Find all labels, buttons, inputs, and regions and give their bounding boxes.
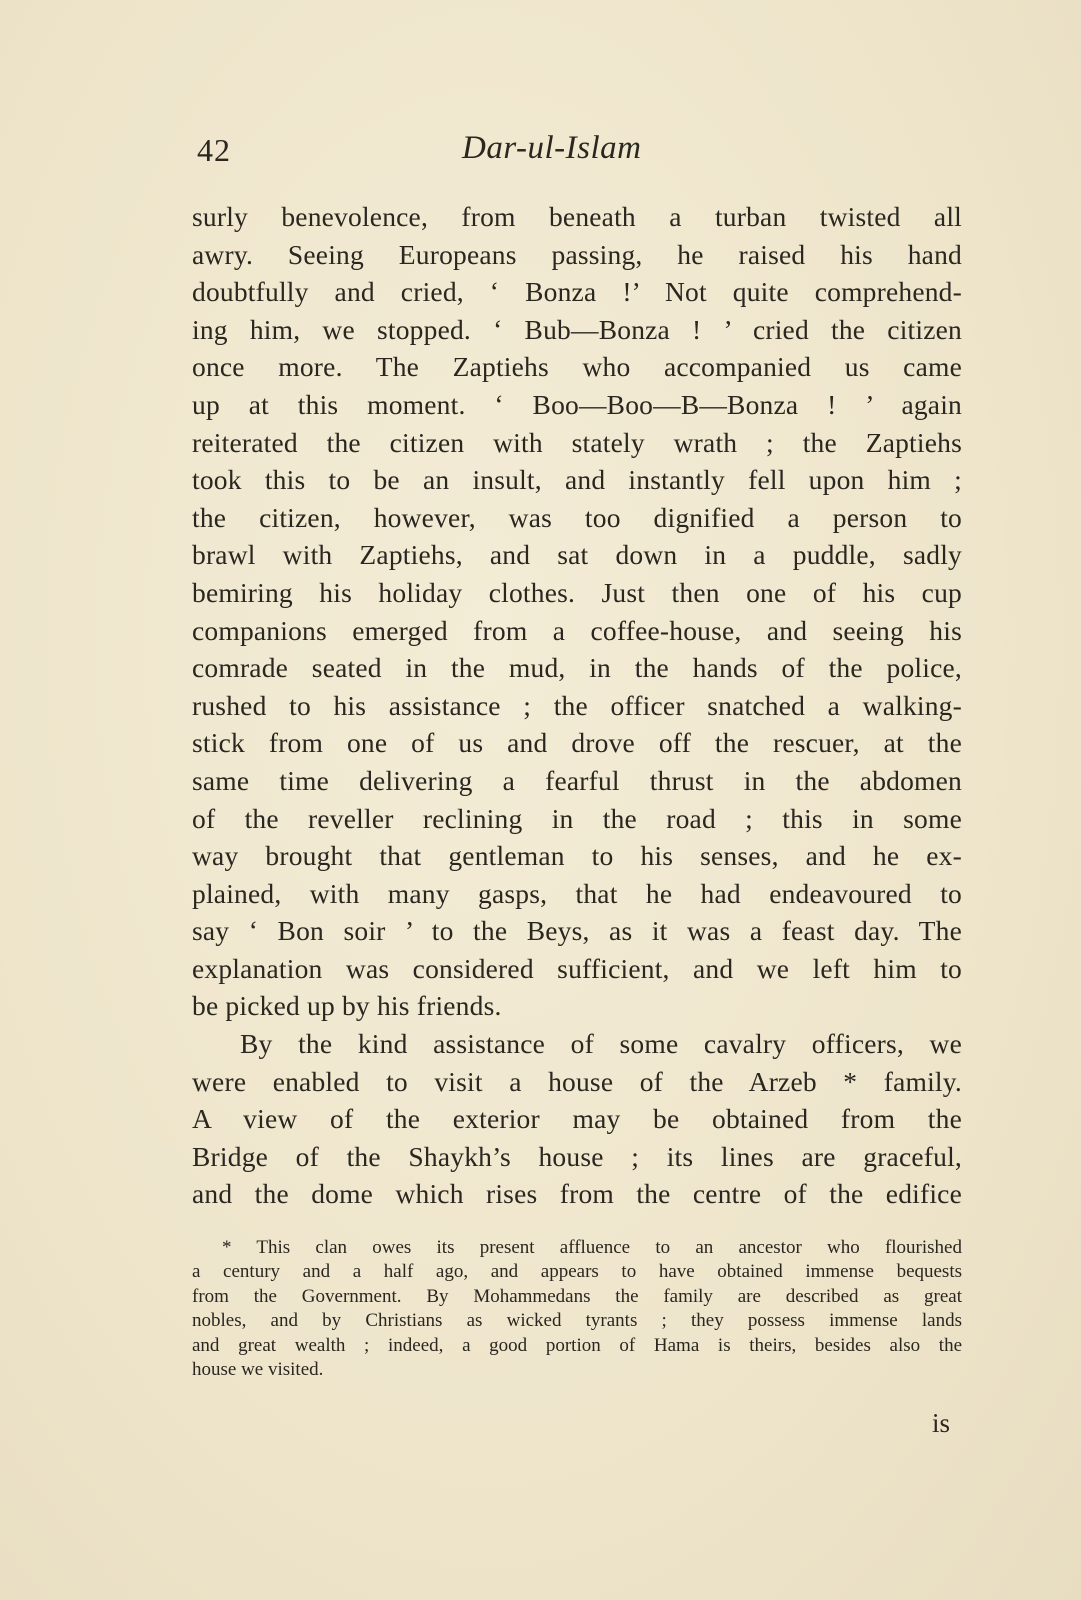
body-text — [192, 198, 962, 1213]
body-line-paragraph-start: By the kind assistance of some cavalry officers, we — [240, 1028, 962, 1060]
body-line: same time delivering a fearful thrust in the abdomen — [192, 764, 962, 796]
body-line: say ‘ Bon soir ’ to the Beys, as it was a feast day. The — [192, 915, 962, 947]
body-line: took this to be an insult, and instantly fell upon him ; — [192, 464, 962, 496]
body-line: rushed to his assistance ; the officer snatched a walking- — [192, 689, 962, 721]
body-line: reiterated the citizen with stately wrath ; the Zaptiehs — [192, 426, 962, 458]
body-line: plained, with many gasps, that he had endeavoured to — [192, 877, 962, 909]
body-line: explanation was considered sufficient, and we left him to — [192, 952, 962, 984]
footnote-line: * This clan owes its present affluence to an ancestor who flourished — [222, 1237, 962, 1258]
page-number: 42 — [197, 132, 231, 168]
footnote-line: a century and a half ago, and appears to have obtained immense bequests — [192, 1261, 962, 1283]
footnote-line: from the Government. By Mohammedans the family are described as great — [192, 1285, 962, 1307]
body-line: of the reveller reclining in the road ; this in some — [192, 802, 962, 834]
body-line: companions emerged from a coffee-house, and seeing his — [192, 614, 962, 646]
body-line: doubtfully and cried, ‘ Bonza !’ Not quite comprehend- — [192, 276, 962, 308]
catchword: is — [932, 1408, 951, 1438]
body-line: A view of the exterior may be obtained from the — [192, 1103, 962, 1135]
body-line: stick from one of us and drove off the rescuer, at the — [192, 727, 962, 759]
running-title: Dar-ul-Islam — [462, 130, 642, 166]
footnote-line: house we visited. — [192, 1358, 324, 1380]
body-line: awry. Seeing Europeans passing, he raised his hand — [192, 238, 962, 270]
footnote — [192, 1236, 962, 1382]
body-line-paragraph-end: be picked up by his friends. — [192, 990, 502, 1022]
body-line: up at this moment. ‘ Boo—Boo—B—Bonza ! ’ again — [192, 388, 962, 420]
body-line: Bridge of the Shaykh’s house ; its lines are graceful, — [192, 1140, 962, 1172]
footnote-line: and great wealth ; indeed, a good portion of Hama is theirs, besides also the — [192, 1334, 962, 1356]
body-line: brawl with Zaptiehs, and sat down in a puddle, sadly — [192, 539, 962, 571]
body-line: the citizen, however, was too dignified a person to — [192, 501, 962, 533]
body-line: surly benevolence, from beneath a turban twisted all — [192, 201, 962, 232]
body-line: ing him, we stopped. ‘ Bub—Bonza ! ’ cried the citizen — [192, 313, 962, 345]
body-line: once more. The Zaptiehs who accompanied us came — [192, 351, 962, 383]
body-line: bemiring his holiday clothes. Just then one of his cup — [192, 576, 962, 608]
body-line: were enabled to visit a house of the Arzeb * family. — [192, 1065, 962, 1097]
body-line: comrade seated in the mud, in the hands of the police, — [192, 652, 962, 684]
body-line: and the dome which rises from the centre of the edifice — [192, 1178, 962, 1210]
footnote-line: nobles, and by Christians as wicked tyrants ; they possess immense lands — [192, 1310, 962, 1332]
body-line: way brought that gentleman to his senses, and he ex- — [192, 840, 962, 872]
